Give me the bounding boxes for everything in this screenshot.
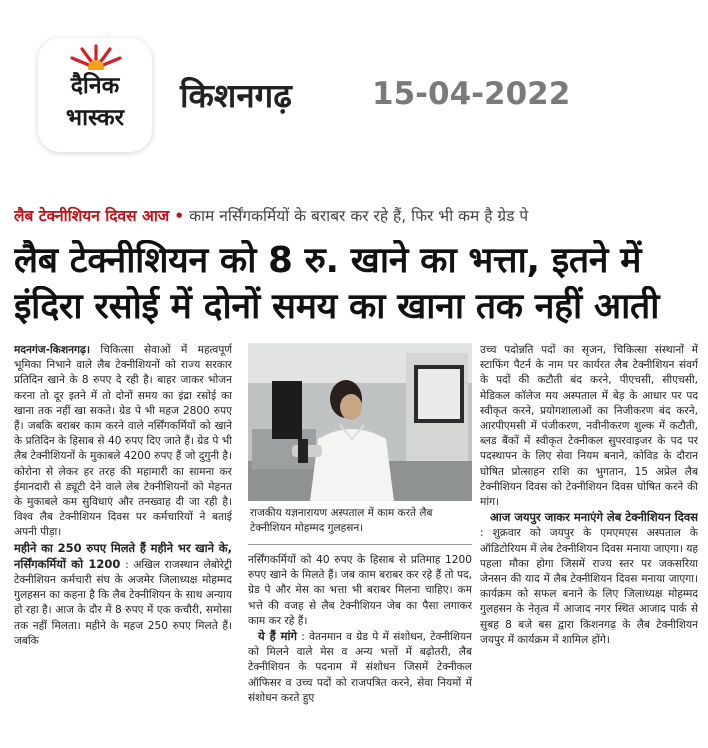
paragraph: [248, 553, 472, 629]
article-column-2: [248, 553, 472, 748]
edition-city: किशनगढ़: [180, 76, 292, 115]
paragraph: [14, 541, 232, 649]
paragraph: [248, 629, 472, 706]
article-column-3: [480, 343, 698, 748]
photo-illustration: [248, 343, 472, 501]
paragraph: [480, 510, 698, 648]
paragraph-text: : शुक्रवार को जयपुर के एमएमएस अस्पताल के ऑडिटोरियम में लेब टेक्नीशियन दिवस मनाया जाएगा। यह पहला मौका होगा जिसमें राज्य स्तर पर जकसरिया जेनसन की याद में लैब टेक्नीशियन दिवस मनाया जाएगा। कार्यक्रम को सफल बनाने के लिए जिलाध्यक्ष मोहम्मद गुलहसन के नेतृत्व में आजाद नगर स्थित आजाद पार्क से सुबह 8 बजे बस द्वारा किशनगढ़ के लैब टेक्नीशियन जयपुर में कार्यक्रम में शामिल होंगे।: [480, 527, 698, 646]
edition-date: 15-04-2022: [372, 76, 571, 112]
paragraph-text: : वेतनमान व ग्रेड पे में संशोधन, टेक्नीशियन को मिलने वाले मेस व अन्य भत्तों में बढ़ोतरी, लैब टेक्नीशियन के पदनाम में संशोधन जिसमें टेक्नीकल ऑफिसर व उच्च पदों को राजपत्रित करने, सेवा नियमों में संशोधन करते हुए: [248, 631, 472, 704]
dateline: मदनगंज-किशनगढ़।: [14, 344, 90, 356]
bullet-icon: •: [174, 207, 185, 225]
paragraph-text: नर्सिंगकर्मियों को 40 रुपए के हिसाब से प्रतिमाह 1200 रुपए खाने के मिलते हैं। जब काम बराबर कर रहे हैं तो पद, ग्रेड पे और मेस का भत्ता भी बराबर मिलना चाहिए। कम भत्ते की वजह से लैब टेक्नीशियन जेब का पैसा लगाकर काम कर रहे हैं।: [248, 554, 472, 627]
paragraph: [14, 343, 232, 541]
paragraph-text: चिकित्सा सेवाओं में महत्वपूर्ण भूमिका निभाने वाले लैब टेक्नीशियनों को राज्य सरकार प्रतिदिन खाने के 8 रुपए दे रही है। बाहर जाकर भोजन करना तो दूर इतने में तो दोनों समय का इंद्रा रसोई का खाना तक नहीं खा सकते। ग्रेड पे भी महज 2800 रुपए हैं। जबकि बराबर काम करने वाले नर्सिंगकर्मियों को खाने के प्रतिदिन के हिसाब से 40 रुपए दिए जाते हैं। ग्रेड पे भी लैब टेक्नीशियनों के मुकाबले 4200 रुपए हैं जो दुगुनी है। कोरोना से लेकर हर तरह की महामारी का सामना कर ईमानदारी से ड्यूटी देने वाले लेब टेक्नीशियनों को मेहनत के मुकाबले कम सुविधाएं और तनख्वाह दी जा रही है। विश्व लैब टेक्नीशियन दिवस पर कर्मचारियों ने बताई अपनी पीड़ा।: [14, 344, 232, 539]
photo-caption: राजकीय यज्ञनारायण अस्पताल में काम करते लैब टेक्नीशियन मोहम्मद गुलहसन।: [250, 507, 433, 534]
logo-line-1: दैनिक: [70, 73, 120, 99]
paragraph: [480, 343, 698, 510]
headline-line-1: लैब टेक्नीशियन को 8 रु. खाने का भत्ता, इतने में: [14, 240, 642, 281]
kicker-line: [14, 204, 704, 228]
paragraph-text: उच्च पदोन्नति पदों का सृजन, चिकित्सा संस्थानों में स्टाफिंग पैटर्न के नाम पर कार्यरत लैब टेक्नीशियन संवर्ग के पदों की कटौती बंद करने, पीएचसी, सीएचसी, मेडिकल कॉलेज मय अस्पताल में बेड़ के आधार पर पद स्वीकृत करने, प्रयोगशालाओं का निजीकरण बंद करने, आरपीएमसी में पंजीकरण, नवीनीकरण शुल्क में कटौती, ब्लड बैंकों में स्वीकृत टेक्नीकल सुपरवाइजर के पद पर पदस्थापन के लिए सेवा नियम बनाने, कोविड के दौरान घोषित प्रोत्साहन राशि का भुगतान, 15 अप्रेल लैब टेक्नीशियन दिवस को टेक्नीशियन दिवस घोषित करने की मांग।: [480, 344, 698, 509]
article-column-1: [14, 343, 232, 748]
subhead: ये हैं मांगे: [258, 629, 297, 644]
dainik-bhaskar-logo: [38, 38, 152, 152]
paragraph-text: : अखिल राजस्थान लेबोरेट्री टेक्नीशियन कर्मचारी संघ के अजमेर जिलाध्यक्ष मोहम्मद गुलहसन का कहना है कि लैब टेक्नीशियन के साथ अन्याय हो रहा है। आज के दौर में 8 रुपए में एक कचौरी, समोसा तक नहीं मिलता। महीने के महज 250 रुपए मिलते हैं। जबकि: [14, 558, 232, 647]
subhead: आज जयपुर जाकर मनाएंगे लेब टेक्नीशियन दिवस: [490, 510, 698, 525]
lab-technician-photo: [248, 343, 472, 501]
kicker-text: काम नर्सिंगकर्मियों के बराबर कर रहे हैं, फिर भी कम है ग्रेड पे: [189, 207, 529, 225]
kicker-label: लैब टेक्नीशियन दिवस आज: [14, 207, 170, 225]
headline-line-2: इंदिरा रसोई में दोनों समय का खाना तक नहीं आती: [14, 286, 660, 327]
logo-line-2: भास्कर: [65, 105, 125, 131]
divider: [248, 544, 472, 545]
sun-rays-icon: [68, 42, 124, 70]
subhead: महीने का 250 रुपए मिलते हैं महीने भर खाने के, नर्सिंगकर्मियों को 1200: [14, 540, 232, 571]
